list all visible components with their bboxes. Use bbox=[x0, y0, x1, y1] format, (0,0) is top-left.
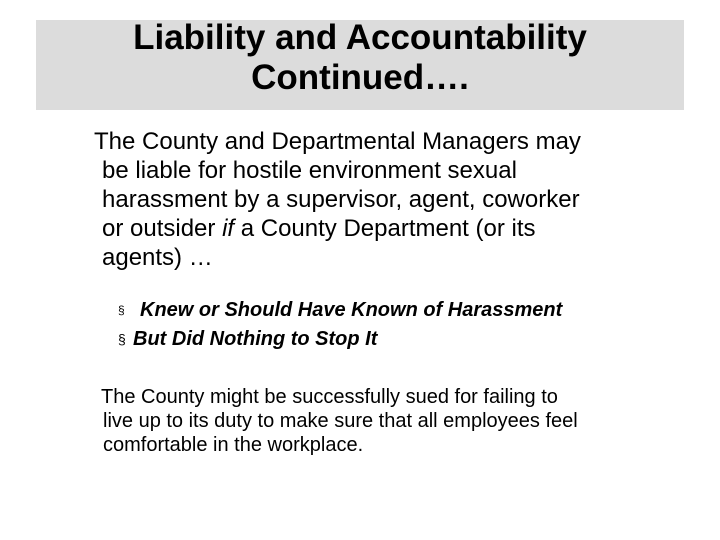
paragraph-line: live up to its duty to make sure that all employees feel bbox=[103, 410, 578, 432]
title-line-2: Continued…. bbox=[251, 58, 469, 97]
bullet-list bbox=[118, 296, 562, 354]
title-line-1: Liability and Accountability bbox=[133, 18, 587, 57]
paragraph-line: The County and Departmental Managers may bbox=[94, 128, 581, 155]
bullet-marker-icon: § bbox=[118, 303, 125, 317]
liability-paragraph bbox=[94, 127, 702, 272]
paragraph-line: agents) … bbox=[102, 244, 213, 271]
bullet-marker-icon: § bbox=[118, 331, 126, 347]
paragraph-line bbox=[102, 214, 702, 243]
paragraph-text: a County Department (or its bbox=[234, 215, 536, 242]
paragraph-line: The County might be successfully sued for failing to bbox=[101, 386, 558, 408]
paragraph-line: comfortable in the workplace. bbox=[103, 434, 364, 456]
bullet-text: Knew or Should Have Known of Harassment bbox=[140, 299, 563, 321]
list-item bbox=[118, 325, 562, 354]
emphasis-if: if bbox=[222, 215, 235, 242]
slide-title bbox=[36, 18, 684, 98]
bullet-text: But Did Nothing to Stop It bbox=[133, 328, 378, 350]
paragraph-line: harassment by a supervisor, agent, coworker bbox=[102, 186, 580, 213]
sued-paragraph bbox=[103, 385, 703, 457]
paragraph-line: be liable for hostile environment sexual bbox=[102, 157, 517, 184]
paragraph-text: or outsider bbox=[102, 215, 223, 242]
list-item bbox=[118, 296, 562, 325]
